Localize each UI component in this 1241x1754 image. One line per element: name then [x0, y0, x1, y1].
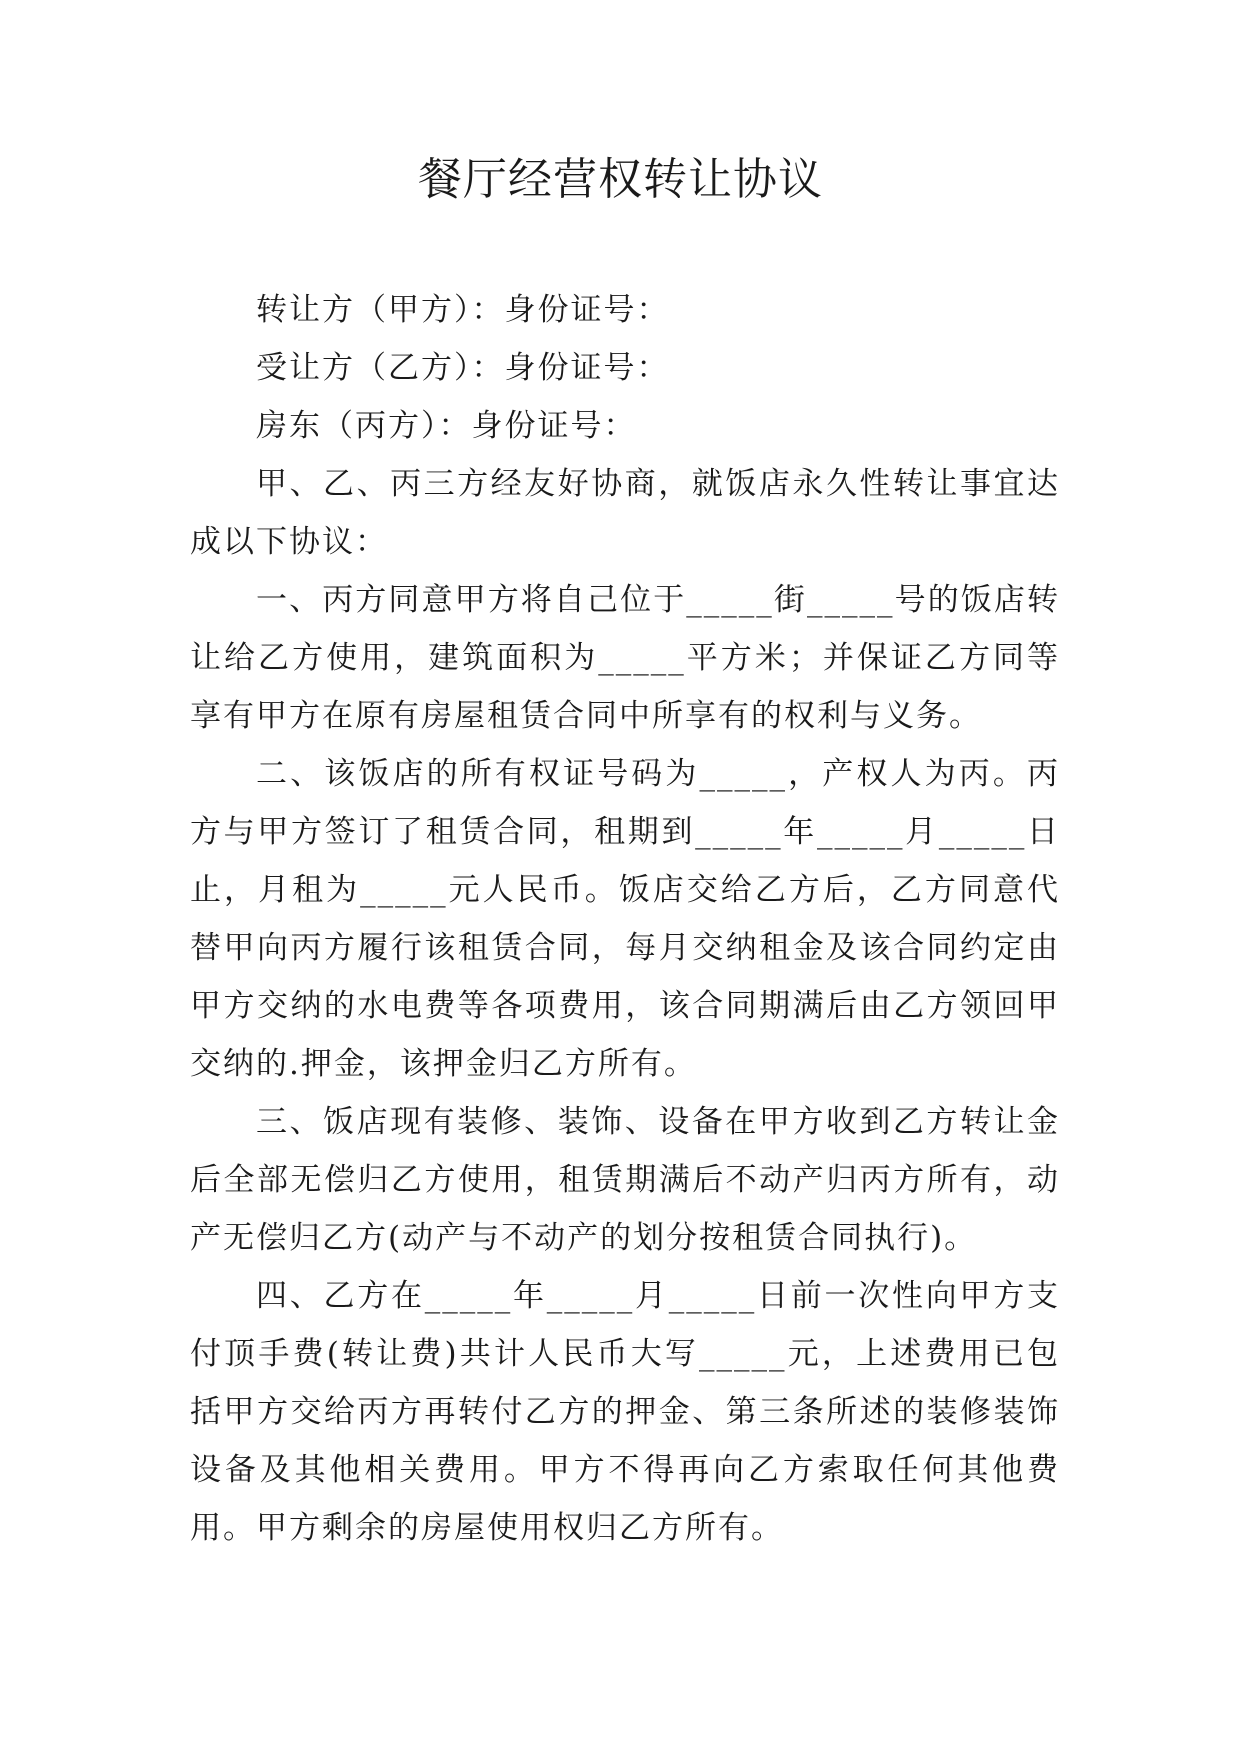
party-transferor: 转让方（甲方）：身份证号：: [256, 292, 670, 328]
clause-3: 三、饭店现有装修、装饰、设备在甲方收到乙方转让金后全部无偿归乙方使用，租赁期满后不动产归丙方所有，动产无偿归乙方(动产与不动产的划分按租赁合同执行)。: [190, 1104, 1060, 1256]
clause-2: 二、该饭店的所有权证号码为_____，产权人为丙。丙方与甲方签订了租赁合同，租期到_____年_____月_____日止，月租为_____元人民币。饭店交给乙方后，乙方同意代替甲向丙方履行该租赁合同，每月交纳租金及该合同约定由甲方交纳的水电费等各项费用，该合同期满后由乙方领回甲交纳的.押金，该押金归乙方所有。: [190, 756, 1060, 1082]
document-title: 餐厅经营权转让协议: [418, 154, 823, 205]
clause-1: 一、丙方同意甲方将自己位于_____街_____号的饭店转让给乙方使用，建筑面积为_____平方米；并保证乙方同等享有甲方在原有房屋租赁合同中所享有的权利与义务。: [190, 582, 1060, 734]
party-landlord: 房东（丙方）：身份证号：: [256, 408, 637, 444]
party-transferee: 受让方（乙方）：身份证号：: [256, 350, 670, 386]
document-body: [190, 281, 1060, 1557]
preamble-paragraph: 甲、乙、丙三方经友好协商，就饭店永久性转让事宜达成以下协议：: [190, 466, 1060, 560]
clause-4: 四、乙方在_____年_____月_____日前一次性向甲方支付顶手费(转让费)共计人民币大写_____元，上述费用已包括甲方交给丙方再转付乙方的押金、第三条所述的装修装饰设备及其他相关费用。甲方不得再向乙方索取任何其他费用。甲方剩余的房屋使用权归乙方所有。: [190, 1278, 1060, 1546]
